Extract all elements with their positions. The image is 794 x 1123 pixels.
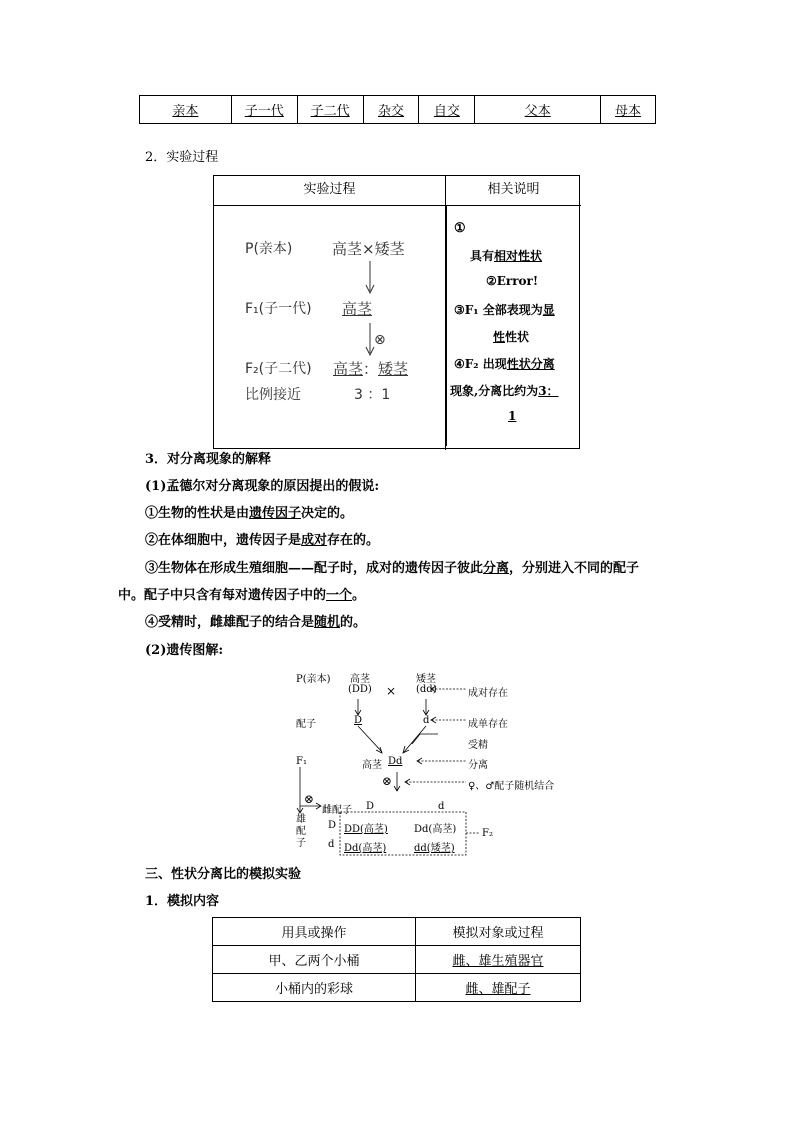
d-gamete-D: D (354, 715, 363, 726)
note-4-text: ④F₂ 出现 (454, 357, 507, 371)
h4-term: 随机 (314, 615, 341, 630)
d-male-D: D (328, 820, 337, 831)
section-2-heading: 2．实验过程 (145, 150, 219, 165)
selfing-icon-1: ⊗ (382, 774, 393, 788)
term-father: 父本 (475, 96, 601, 124)
col-experiment: 实验过程 (303, 182, 356, 197)
h3-term-2: 一个 (326, 588, 353, 603)
section-3-heading: 3．对分离现象的解释 (145, 452, 272, 467)
f2-tall: 高茎 (333, 360, 364, 378)
d-f1-tall: 高茎 (362, 760, 382, 771)
d-f2: F₂ (482, 828, 493, 839)
term-cross: 杂交 (363, 96, 419, 124)
hypothesis-3 (145, 555, 639, 582)
d-fert: 受精 (468, 740, 488, 751)
h4-end: 的。 (340, 615, 367, 630)
note-3-end: 性状 (505, 330, 530, 344)
diagram-heading: (2)遗传图解: (145, 643, 224, 658)
note-3-text: ③F₁ 全部表现为 (454, 303, 543, 317)
note-4-cont (450, 382, 559, 399)
f2-short: 矮茎 (378, 360, 409, 378)
term-selfing: 自交 (419, 96, 475, 124)
h2-text: ②在体细胞中，遗传因子是 (145, 533, 302, 548)
h4-text: ④受精时，雌雄配子的结合是 (145, 615, 315, 630)
d-f1: F₁ (296, 756, 307, 767)
note-4-ratio-a: 3： (538, 384, 559, 398)
hypothesis-1 (145, 500, 353, 527)
ratio-label: 比例接近 (245, 387, 301, 403)
d-paired: 成对存在 (468, 688, 508, 699)
term-f1: 子一代 (231, 96, 297, 124)
f2-label: F₂(子二代) (245, 361, 312, 377)
f1-label: F₁(子一代) (245, 301, 312, 317)
note-4-segregation: 性状分离 (506, 357, 555, 371)
note-2: ②Error! (486, 274, 539, 288)
section-three-heading: 三、性状分离比的模拟实验 (145, 867, 302, 882)
terms-table (139, 95, 656, 124)
hypothesis-2 (145, 527, 379, 554)
note-3-trait: 性 (493, 330, 506, 344)
d-DD: (DD) (348, 684, 372, 695)
note-1-num: ① (454, 221, 466, 236)
experiment-table (213, 175, 580, 449)
ratio-value: 3 ：1 (354, 387, 391, 403)
h1-end: 决定的。 (301, 506, 354, 521)
d-cell-11: DD(高茎) (344, 824, 388, 835)
sim-r2c2: 雌、雄配子 (416, 974, 581, 1002)
h3-term: 分离 (483, 561, 510, 576)
col-notes: 相关说明 (487, 182, 540, 197)
simulation-table (212, 917, 581, 1002)
term-f2: 子二代 (297, 96, 363, 124)
d-tall: 高茎 (350, 674, 370, 685)
selfing-icon: ⊗ (374, 332, 386, 348)
f2-result (333, 358, 408, 379)
h1-text: ①生物的性状是由 (145, 506, 250, 521)
sim-r1c1: 甲、乙两个小桶 (213, 946, 416, 974)
d-random: ♀、♂配子随机结合 (468, 781, 555, 792)
note-3 (454, 301, 555, 318)
note-1 (470, 247, 542, 264)
d-male-d: d (328, 839, 335, 850)
note-1-term: 相对性状 (494, 249, 543, 263)
note-1-prefix: 具有 (470, 249, 495, 263)
d-cell-22: dd(矮茎) (414, 843, 455, 854)
d-Dd: Dd (388, 756, 403, 767)
d-gamete: 配子 (296, 719, 316, 730)
note-3-cont (493, 328, 529, 345)
note-4-ratio-b: 1 (508, 409, 517, 423)
d-single: 成单存在 (468, 719, 508, 730)
d-female-gamete: 雌配子 (322, 805, 352, 816)
genetic-diagram (290, 664, 555, 860)
hypothesis-4 (145, 609, 366, 636)
d-short: 矮茎 (416, 674, 436, 685)
f1-value: 高茎 (342, 300, 373, 318)
h2-term: 成对 (301, 533, 328, 548)
p-cross: 高茎×矮茎 (332, 240, 405, 258)
d-cell-21: Dd(高茎) (344, 843, 387, 854)
note-4-ratio-text: 现象,分离比约为 (450, 384, 539, 398)
d-cross: × (386, 684, 397, 698)
sim-r2c1: 小桶内的彩球 (213, 974, 416, 1002)
h2-end: 存在的。 (327, 533, 380, 548)
sim-h2: 模拟对象或过程 (416, 918, 581, 946)
term-parent: 亲本 (140, 96, 232, 124)
note-3-dominant: 显 (542, 303, 555, 317)
note-4 (454, 355, 555, 372)
d-cell-12: Dd(高茎) (414, 824, 457, 835)
d-dd: (dd) (416, 684, 437, 695)
hypothesis-3-cont (118, 582, 365, 609)
h3-end: 。 (352, 588, 366, 603)
d-sep: 分离 (468, 760, 488, 771)
hypothesis-intro: (1)孟德尔对分离现象的原因提出的假说: (145, 479, 380, 494)
sim-h1: 用具或操作 (213, 918, 416, 946)
d-p: P(亲本) (296, 674, 331, 685)
h1-term: 遗传因子 (249, 506, 302, 521)
p-label: P(亲本) (245, 241, 293, 257)
d-female-d: d (438, 801, 445, 812)
h3-mid: ，分别进入不同的配子 (509, 561, 640, 576)
sim-r1c2: 雌、雄生殖器官 (416, 946, 581, 974)
f2-colon: ： (363, 360, 379, 378)
term-mother: 母本 (601, 96, 656, 124)
d-male-gamete: 雄配子 (296, 814, 306, 849)
d-female-D: D (366, 801, 375, 812)
arrow-p-f1 (364, 261, 376, 295)
d-gamete-d: d (423, 715, 430, 726)
h3-text: ③生物体在形成生殖细胞——配子时，成对的遗传因子彼此 (145, 561, 484, 576)
selfing-icon-2: ⊗ (304, 792, 315, 806)
simulation-heading: 1．模拟内容 (145, 894, 220, 909)
h3-cont-text: 中。配子中只含有每对遗传因子中的 (118, 588, 327, 603)
